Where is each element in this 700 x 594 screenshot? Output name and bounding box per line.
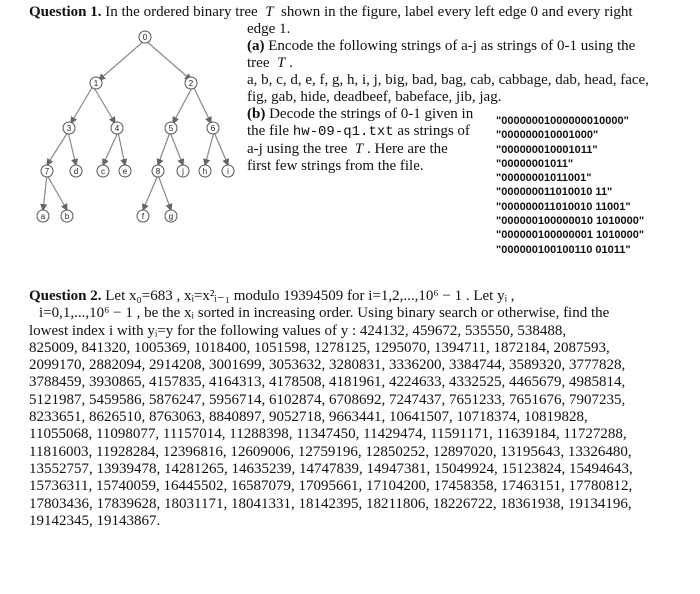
svg-text:h: h bbox=[202, 167, 208, 176]
binary-string: "00000001011" bbox=[496, 157, 574, 170]
binary-string: "00000001000000010000" bbox=[496, 115, 629, 127]
values-line: 3788459, 3930865, 4157835, 4164313, 4178508, 4181961, 4224633, 4332525, 4465679, 4985814, bbox=[29, 374, 626, 391]
binary-string: "000000100000010 1010000" bbox=[496, 215, 645, 228]
tree-edge bbox=[99, 40, 145, 80]
question-2-line3: lowest index i with yᵢ=y for the following values of y : 424132, 459672, 535550, 538488, bbox=[29, 322, 567, 339]
tree-edge bbox=[158, 132, 170, 165]
values-line: 19142345, 19143867. bbox=[29, 512, 161, 529]
part-b-text3a: a-j using the tree bbox=[247, 141, 348, 157]
svg-text:4: 4 bbox=[114, 124, 120, 133]
strings-line-1: a, b, c, d, e, f, g, h, i, j, big, bad, bag, cab, cabbage, dab, head, face, bbox=[247, 72, 649, 88]
question-2-text1: Let x₀=683 , xᵢ=x²ᵢ₋₁ modulo 19394509 for i=1,2,...,10⁶ − 1 . Let yᵢ , bbox=[105, 288, 515, 304]
part-b-text1: Decode the strings of 0-1 given in bbox=[269, 106, 474, 122]
part-b-text2a: the file bbox=[247, 123, 290, 139]
tree-node bbox=[222, 165, 234, 177]
tree-node bbox=[165, 122, 177, 134]
part-b-text3b: . Here are the bbox=[366, 141, 448, 157]
tree-edge bbox=[214, 132, 228, 165]
svg-text:2: 2 bbox=[188, 79, 194, 88]
tree-edge bbox=[103, 132, 118, 165]
tree-edge bbox=[71, 86, 93, 123]
tree-edge bbox=[43, 175, 47, 210]
svg-text:i: i bbox=[227, 167, 229, 176]
tree-node bbox=[177, 165, 189, 177]
part-a-line1 bbox=[247, 38, 687, 55]
tree-node bbox=[63, 122, 75, 134]
binary-string: "00000001011001" bbox=[496, 172, 592, 185]
tree-node bbox=[207, 122, 219, 134]
svg-text:j: j bbox=[182, 167, 184, 176]
strings-line-2: fig, gab, hide, deadbeef, babeface, jib, jag. bbox=[247, 89, 502, 105]
svg-text:c: c bbox=[101, 167, 105, 176]
part-a-label: (a) bbox=[247, 38, 265, 54]
tree-node bbox=[41, 165, 53, 177]
svg-text:6: 6 bbox=[210, 124, 216, 133]
part-b-tree-symbol: T bbox=[354, 141, 364, 157]
tree-node bbox=[90, 77, 102, 89]
binary-string: "000000011010010 11" bbox=[496, 186, 613, 199]
part-a-line2 bbox=[247, 55, 687, 72]
svg-text:5: 5 bbox=[168, 124, 174, 133]
part-a-tree-symbol: T bbox=[276, 55, 286, 71]
svg-text:d: d bbox=[73, 167, 79, 176]
tree-node bbox=[97, 165, 109, 177]
values-line: 5121987, 5459586, 5876247, 5956714, 6102874, 6708692, 7247437, 7651233, 7651676, 7907235, bbox=[29, 391, 626, 408]
tree-edge bbox=[205, 132, 214, 165]
file-name: hw-09-q1.txt bbox=[292, 124, 394, 140]
values-line: 8233651, 8626510, 8763063, 8840897, 9052718, 9663441, 10641507, 10718374, 10819828, bbox=[29, 409, 588, 426]
svg-text:1: 1 bbox=[93, 79, 99, 88]
svg-text:0: 0 bbox=[142, 33, 148, 42]
part-b-line4: first few strings from the file. bbox=[247, 158, 424, 174]
part-a-dot: . bbox=[289, 55, 293, 71]
tree-node bbox=[165, 210, 177, 222]
tree-edge bbox=[158, 175, 171, 210]
values-line: 2099170, 2882094, 2914208, 3001699, 3053632, 3280831, 3336200, 3384744, 3589320, 3777828, bbox=[29, 357, 626, 374]
binary-string: "000000100100110 01011" bbox=[496, 243, 631, 256]
tree-edge bbox=[170, 132, 183, 165]
part-b-text2b: as strings of bbox=[397, 123, 470, 139]
values-line: 17803436, 17839628, 18031171, 18041331, 18142395, 18211806, 18226722, 18361938, 19134196, bbox=[29, 495, 632, 512]
tree-node bbox=[137, 210, 149, 222]
question-1-intro-rest: shown in the figure, label every left edge 0 and every right bbox=[281, 4, 633, 20]
svg-text:b: b bbox=[64, 212, 70, 221]
svg-text:e: e bbox=[122, 167, 128, 176]
binary-string: "000000010001011" bbox=[496, 143, 598, 156]
values-line: 13552757, 13939478, 14281265, 14635239, 14747839, 14947381, 15049924, 15123824, 15494643, bbox=[29, 460, 633, 477]
binary-strings-list bbox=[496, 114, 644, 257]
values-line: 825009, 841320, 1005369, 1018400, 1051598, 1278125, 1295070, 1394711, 1872184, 2087593, bbox=[29, 339, 610, 356]
binary-tree-figure bbox=[25, 25, 265, 255]
tree-edge bbox=[93, 86, 115, 123]
question-1-intro-cont: edge 1. bbox=[247, 21, 291, 37]
values-line: 15736311, 15740059, 16445502, 16587079, 17095661, 17104200, 17458358, 17463151, 17780812, bbox=[29, 478, 633, 495]
tree-edge bbox=[118, 132, 125, 165]
tree-edge bbox=[143, 175, 158, 210]
tree-edge bbox=[193, 86, 211, 123]
tree-node bbox=[152, 165, 164, 177]
svg-text:7: 7 bbox=[44, 167, 50, 176]
tree-edge bbox=[47, 132, 68, 165]
svg-text:3: 3 bbox=[66, 124, 72, 133]
binary-string: "000000011010010 11001" bbox=[496, 200, 631, 213]
tree-node bbox=[111, 122, 123, 134]
tree-edge bbox=[68, 132, 76, 165]
svg-text:g: g bbox=[168, 212, 174, 221]
svg-text:8: 8 bbox=[155, 167, 161, 176]
question-1-intro: In the ordered binary tree bbox=[105, 4, 258, 20]
question-2-line1 bbox=[29, 288, 669, 305]
tree-edge bbox=[145, 40, 191, 80]
part-a-text2: tree bbox=[247, 55, 270, 71]
question-2-line2: i=0,1,...,10⁶ − 1 , be the xᵢ sorted in increasing order. Using binary search or otherwise, find the bbox=[39, 305, 610, 322]
tree-node bbox=[37, 210, 49, 222]
values-line: 11055068, 11098077, 11157014, 11288398, 11347450, 11429474, 11591171, 11639184, 11727288, bbox=[29, 426, 627, 443]
part-b-label: (b) bbox=[247, 106, 266, 122]
question-2-number: Question 2. bbox=[29, 288, 102, 304]
values-line: 11816003, 11928284, 12396816, 12609006, 12759196, 12850252, 12897020, 13195643, 13326480, bbox=[29, 443, 632, 460]
tree-edge bbox=[173, 86, 193, 123]
tree-node bbox=[61, 210, 73, 222]
question-1-number: Question 1. bbox=[29, 4, 102, 20]
binary-string: "000000010001000" bbox=[496, 129, 599, 142]
svg-text:f: f bbox=[141, 212, 145, 221]
tree-nodes bbox=[37, 31, 234, 222]
tree-node bbox=[70, 165, 82, 177]
tree-edge bbox=[47, 175, 67, 210]
tree-symbol: T bbox=[265, 4, 274, 20]
binary-string: "000000100000001 1010000" bbox=[496, 229, 645, 242]
tree-node bbox=[139, 31, 151, 43]
tree-node bbox=[119, 165, 131, 177]
tree-node bbox=[199, 165, 211, 177]
tree-node bbox=[185, 77, 197, 89]
part-a-text: Encode the following strings of a-j as strings of 0-1 using the bbox=[268, 38, 636, 54]
svg-text:a: a bbox=[40, 212, 46, 221]
question-1-heading bbox=[29, 4, 689, 21]
question-2 bbox=[29, 288, 669, 530]
